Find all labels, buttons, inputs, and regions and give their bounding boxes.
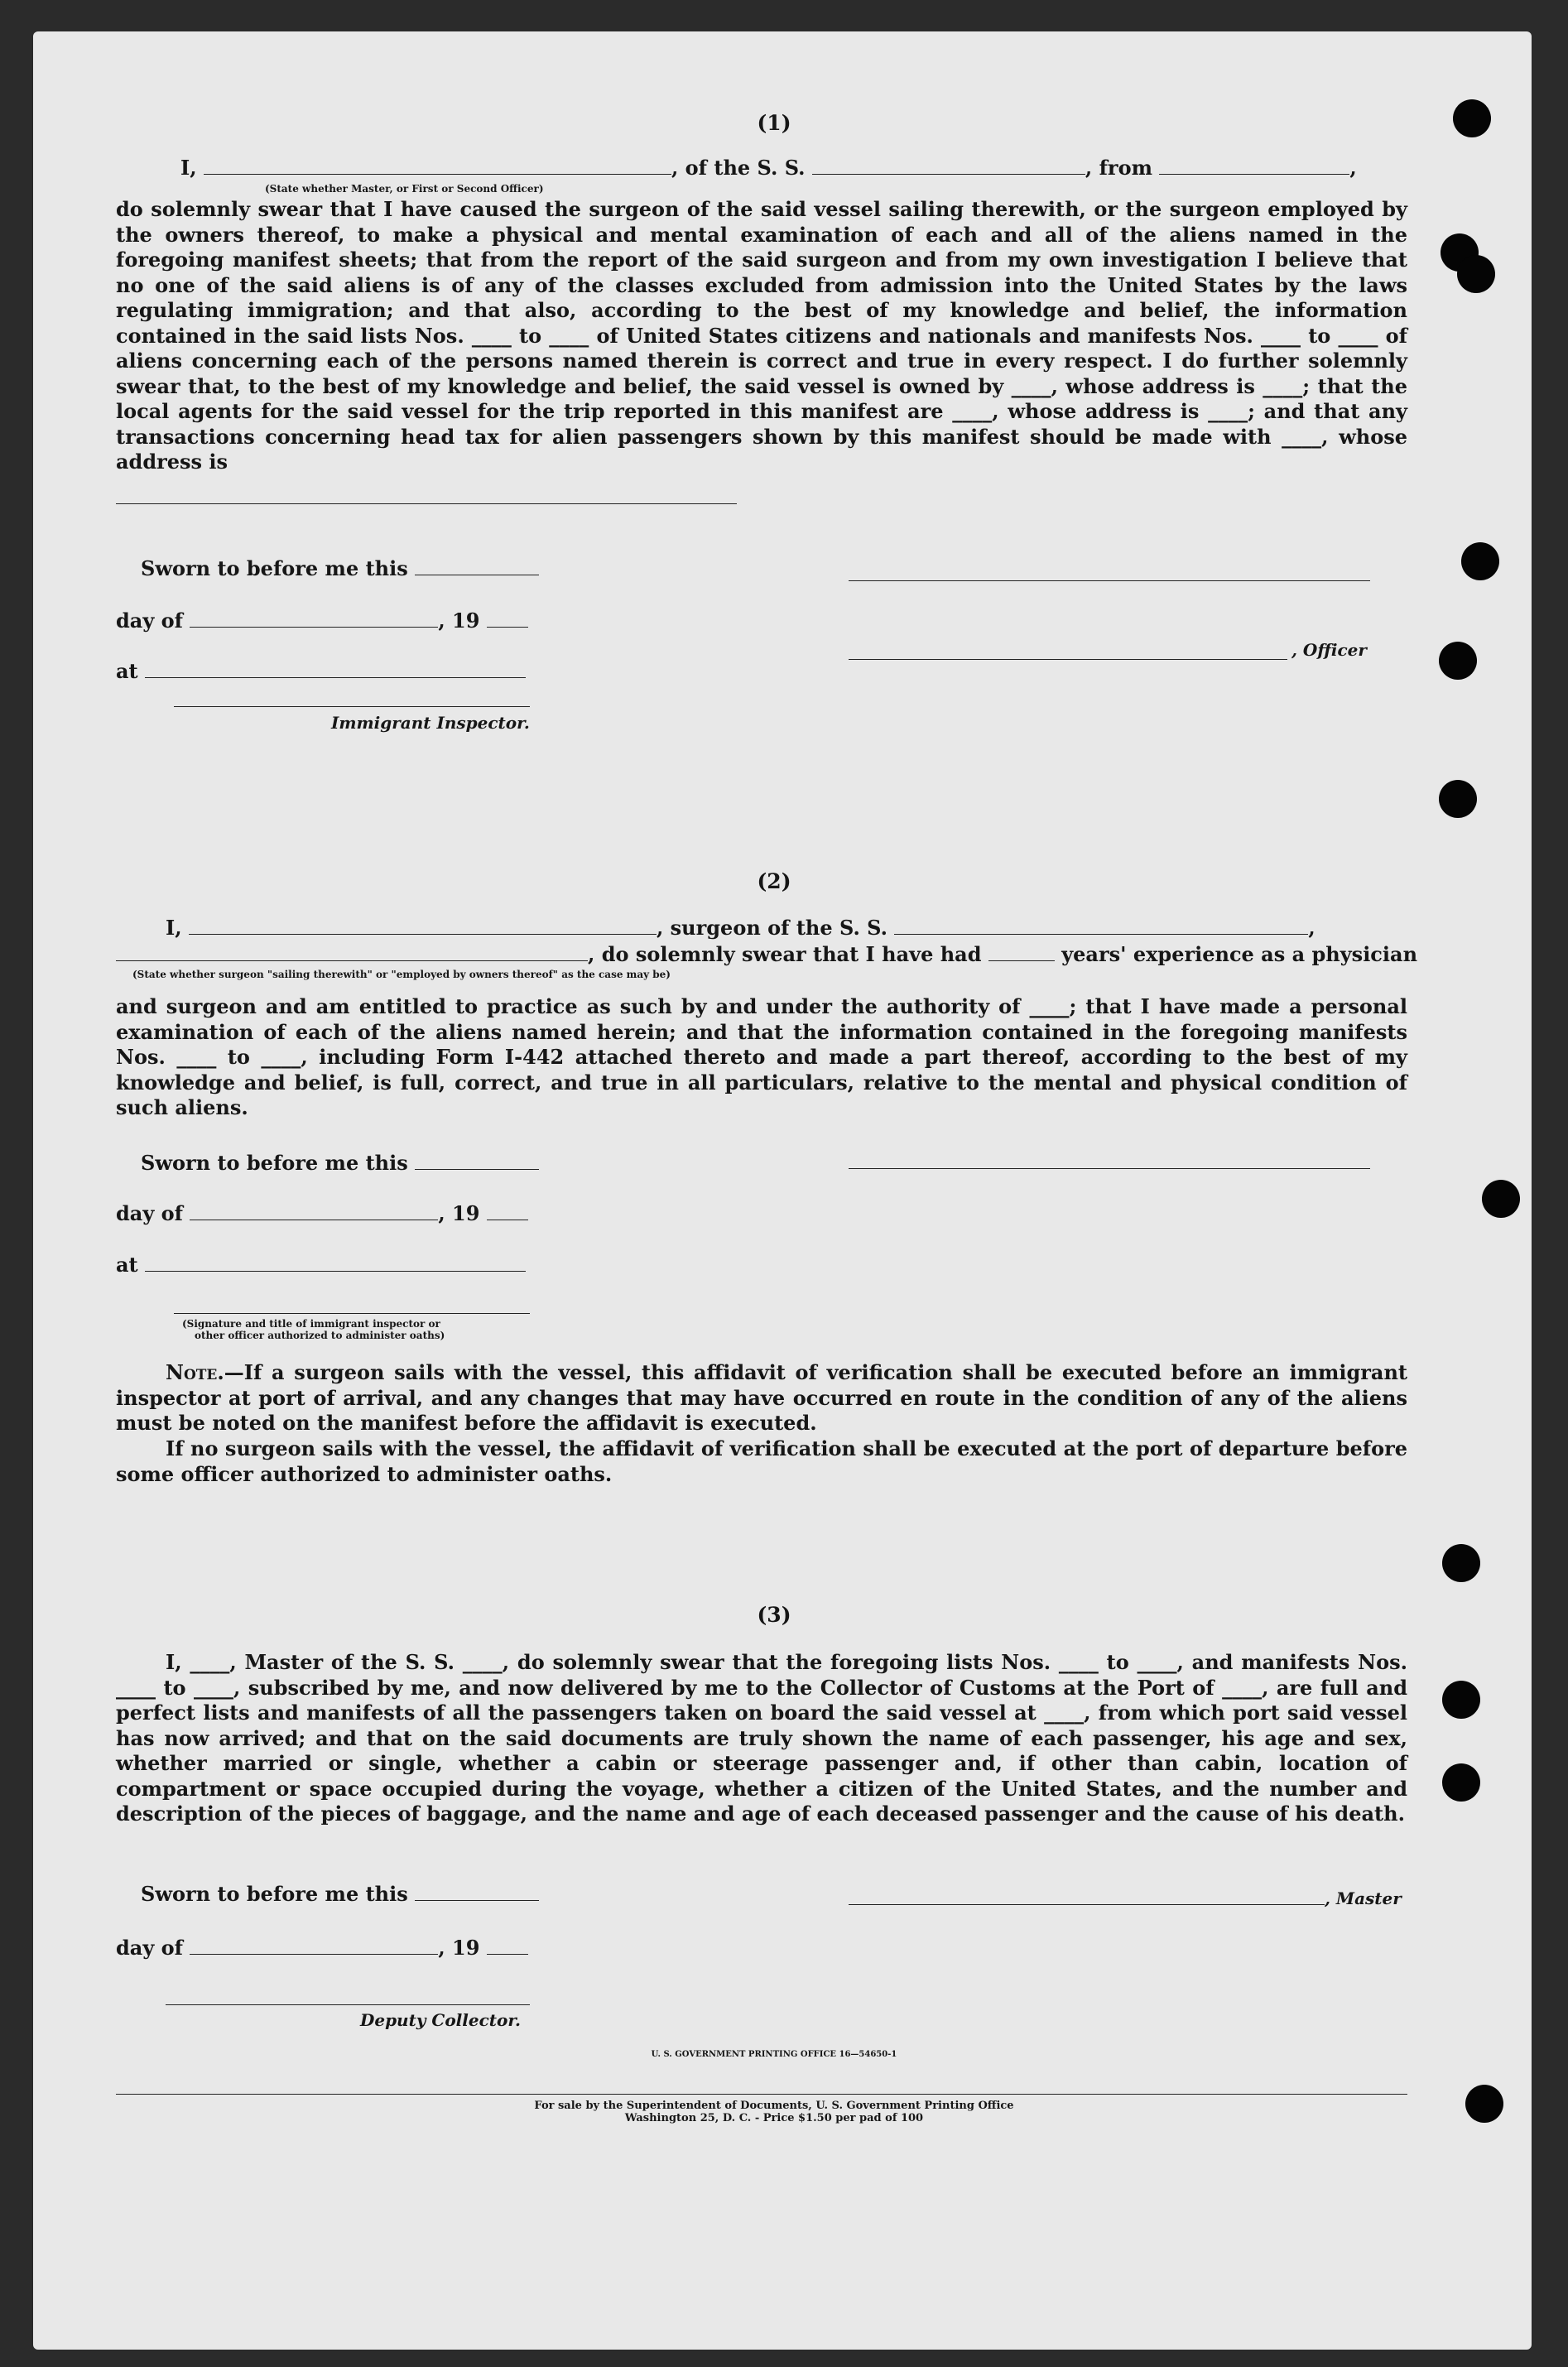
- punch-hole: [1442, 1681, 1480, 1719]
- sale-line-1: For sale by the Superintendent of Documents, U. S. Government Printing Office: [534, 2100, 1014, 2112]
- sworn-label: Sworn to before me this: [141, 1151, 408, 1175]
- officer-label: , Officer: [1291, 640, 1367, 660]
- punch-hole: [1439, 780, 1477, 818]
- day-of-line-2: [116, 1201, 528, 1225]
- punch-hole: [1442, 1763, 1480, 1802]
- note-label: Note.: [166, 1360, 224, 1384]
- of-ss-label: , of the S. S.: [671, 156, 806, 180]
- surgeon-vessel-blank[interactable]: [894, 919, 1308, 935]
- day-of-line-1: [116, 609, 528, 633]
- at-place-blank[interactable]: [145, 1256, 526, 1272]
- year-blank[interactable]: [487, 612, 528, 628]
- day-of-label: day of: [116, 1936, 183, 1960]
- gpo-imprint: U. S. GOVERNMENT PRINTING OFFICE 16—54650-1: [651, 2050, 897, 2059]
- section-2-intro-line: I, , surgeon of the S. S. ,: [166, 916, 1315, 940]
- footer-rule: [116, 2094, 1407, 2095]
- section-1-paragraph: do solemnly swear that I have caused the surgeon of the said vessel sailing therewith, or the surgeon employed by the owners thereof, to make a physical and mental examination of each and all of the aliens named in the foregoing manifest sheets; that from the report of the said surgeon and from my own investigation I believe that no one of the said aliens is of any of the classes excluded from admission into the United States by the laws regulating immigration; and that also, according to the best of my knowledge and belief, the information contained in the said lists Nos. ____ to ____ of United States citizens and nationals and manifests Nos. ____ to ____ of aliens concerning each of the persons named therein is correct and true in every respect. I do further solemnly swear that, to the best of my knowledge and belief, the said vessel is owned by ____, whose address is ____; that the local agents for the said vessel for the trip reported in this manifest are ____, whose address is ____; and that any transactions concerning head tax for alien passengers shown by this manifest should be made with ____, whose address is: [116, 197, 1407, 474]
- section-3-number: (3): [757, 1603, 791, 1627]
- sworn-line-1: [141, 556, 539, 580]
- swear-label: , do solemnly swear that I have had: [588, 942, 982, 966]
- vessel-name-blank[interactable]: [812, 159, 1085, 175]
- sworn-label: Sworn to before me this: [141, 556, 408, 580]
- note-paragraph-2: [116, 1436, 1407, 1487]
- from-port-blank[interactable]: [1159, 159, 1349, 175]
- from-label: , from: [1085, 156, 1152, 180]
- sworn-label: Sworn to before me this: [141, 1882, 408, 1906]
- signature-caption-1: (Signature and title of immigrant inspector or: [182, 1318, 440, 1330]
- punch-hole: [1465, 2085, 1503, 2123]
- sworn-date-blank[interactable]: [415, 1885, 539, 1901]
- at-label: at: [116, 1253, 138, 1277]
- day-of-blank[interactable]: [190, 612, 438, 628]
- year-label: , 19: [438, 609, 480, 633]
- signature-line-2[interactable]: [849, 1168, 1370, 1169]
- master-caption: (State whether Master, or First or Second Officer): [265, 183, 544, 195]
- note-paragraph: [116, 1360, 1407, 1436]
- year-blank[interactable]: [487, 1205, 528, 1220]
- sworn-line-2: [141, 1151, 539, 1175]
- note-text: —If a surgeon sails with the vessel, this affidavit of verification shall be executed before an immigrant inspector at port of arrival, and any changes that may have occurred en route in the condition of any of the aliens must be noted on the manifest before the affidavit is executed.: [116, 1360, 1407, 1435]
- sale-line-2: Washington 25, D. C. - Price $1.50 per pad of 100: [624, 2112, 924, 2124]
- intro-i: I,: [180, 156, 197, 180]
- signature-line-inspector-2[interactable]: [174, 1313, 530, 1314]
- punch-hole: [1439, 642, 1477, 680]
- years-blank[interactable]: [988, 945, 1055, 961]
- section-2-paragraph: and surgeon and am entitled to practice as such by and under the authority of ____; that I have made a personal examination of each of the aliens named herein; and that the information contained in the foregoing manifests Nos. ____ to ____, including Form I-442 attached thereto and made a part thereof, according to the best of my knowledge and belief, is full, correct, and true in all particulars, relative to the mental and physical condition of such aliens.: [116, 994, 1407, 1119]
- signature-line-1[interactable]: [849, 580, 1370, 581]
- year-label: , 19: [438, 1201, 480, 1225]
- deputy-label: Deputy Collector.: [360, 2010, 522, 2030]
- year-label: , 19: [438, 1936, 480, 1960]
- officer-signature-line[interactable]: [849, 659, 1287, 660]
- sworn-date-blank[interactable]: [415, 560, 539, 575]
- at-label: at: [116, 659, 138, 683]
- section-3-paragraph: I, ____, Master of the S. S. ____, do solemnly swear that the foregoing lists Nos. ____ to ____, and manifests Nos. ____ to ____, subscribed by me, and now delivered by me to the Collector of Customs at the Port of ____, are full and perfect lists and manifests of all the passengers taken on board the said vessel at ____, from which port said vessel has now arrived; and that on the said documents are truly shown the name of each passenger, his age and sex, whether married or single, whether a cabin or steerage passenger and, if other than cabin, location of compartment or space occupied during the voyage, whether a citizen of the United States, and the number and description of the pieces of baggage, and the name and age of each deceased passenger and the cause of his death.: [116, 1650, 1407, 1826]
- deputy-signature-line[interactable]: [166, 2004, 530, 2005]
- day-of-label: day of: [116, 609, 183, 633]
- day-of-line-3: [116, 1936, 528, 1960]
- form-page: [33, 31, 1532, 2350]
- surgeon-type-blank[interactable]: [116, 945, 588, 961]
- section-2-number: (2): [757, 869, 791, 893]
- inspector-label: Immigrant Inspector.: [331, 713, 530, 733]
- at-line-1: [116, 659, 526, 683]
- section-1-intro-line: I, , of the S. S. , from ,: [180, 156, 1357, 180]
- address-continuation-line[interactable]: [116, 503, 737, 504]
- punch-hole: [1442, 1544, 1480, 1582]
- surgeon-ss-label: , surgeon of the S. S.: [656, 916, 887, 940]
- day-of-blank[interactable]: [190, 1939, 438, 1955]
- at-place-blank[interactable]: [145, 662, 526, 678]
- inspector-signature-line[interactable]: [174, 706, 530, 707]
- year-blank[interactable]: [487, 1939, 528, 1955]
- note-text-2: If no surgeon sails with the vessel, the affidavit of verification shall be executed at the port of departure before some officer authorized to administer oaths.: [116, 1436, 1407, 1486]
- master-label: , Master: [1325, 1888, 1402, 1908]
- surgeon-caption: (State whether surgeon "sailing therewith" or "employed by owners thereof" as the case may be): [132, 969, 671, 980]
- section-2-second-line: [116, 942, 1417, 966]
- punch-hole: [1482, 1180, 1520, 1218]
- section-1-number: (1): [757, 111, 791, 135]
- intro-i: I,: [166, 916, 182, 940]
- at-line-2: [116, 1253, 526, 1277]
- master-name-blank[interactable]: [204, 159, 671, 175]
- day-of-label: day of: [116, 1201, 183, 1225]
- punch-hole: [1453, 99, 1491, 137]
- punch-hole: [1457, 255, 1495, 293]
- day-of-blank[interactable]: [190, 1205, 438, 1220]
- signature-caption-2: other officer authorized to administer oaths): [195, 1330, 445, 1341]
- surgeon-name-blank[interactable]: [189, 919, 657, 935]
- punch-hole: [1461, 542, 1499, 580]
- sworn-date-blank[interactable]: [415, 1154, 539, 1170]
- years-label: years' experience as a physician: [1061, 942, 1418, 966]
- master-signature-line[interactable]: [849, 1904, 1325, 1905]
- sworn-line-3: [141, 1882, 539, 1906]
